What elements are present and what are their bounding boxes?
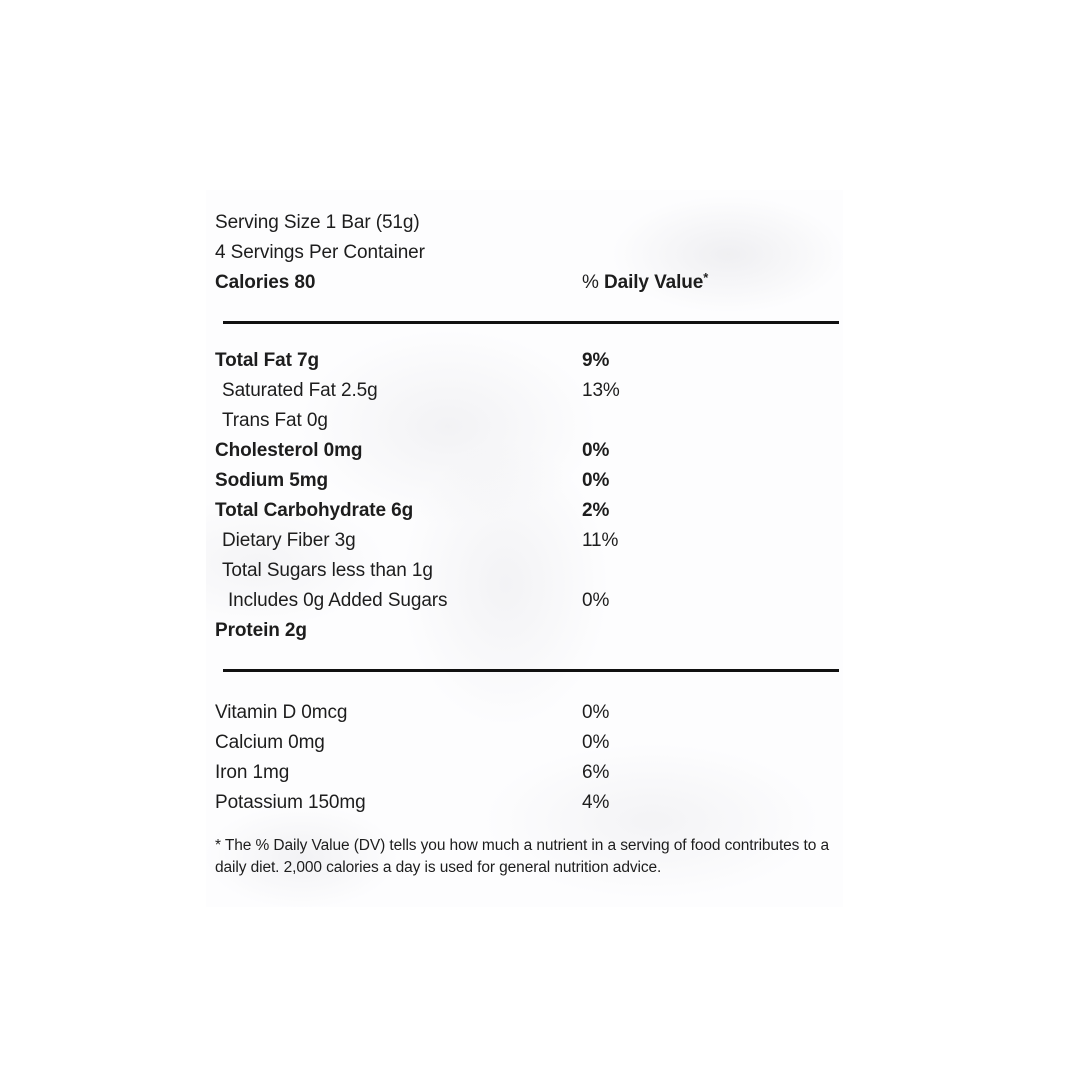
nutrient-label: Trans Fat 0g (222, 410, 328, 431)
nutrient-label: Total Carbohydrate 6g (215, 500, 414, 521)
vitamin-value: 4% (582, 792, 610, 813)
servings-per-container-row (215, 238, 843, 268)
nutrient-row-sodium (215, 466, 843, 496)
nutrient-row-added-sugars (215, 586, 843, 616)
nutrient-row-protein (215, 616, 843, 646)
vitamin-row-potassium (215, 788, 843, 818)
nutrient-value: 2% (582, 500, 610, 521)
nutrient-row-total-carbohydrate (215, 496, 843, 526)
daily-value-percent-sign: % (582, 272, 604, 293)
nutrient-label: Total Sugars less than 1g (222, 560, 433, 581)
nutrient-label: Dietary Fiber 3g (222, 530, 356, 551)
nutrient-value: 11% (582, 530, 619, 551)
vitamin-value: 0% (582, 702, 610, 723)
vitamin-row-calcium (215, 728, 843, 758)
daily-value-asterisk: * (703, 270, 709, 285)
nutrient-row-total-sugars (215, 556, 843, 586)
nutrient-label: Total Fat 7g (215, 350, 320, 371)
divider-bottom (223, 669, 839, 672)
nutrient-row-total-fat (215, 346, 843, 376)
vitamin-row-iron (215, 758, 843, 788)
daily-value-footnote: * The % Daily Value (DV) tells you how much a nutrient in a serving of food contributes to a daily diet. 2,000 calories a day is used for general nutrition advice. (215, 837, 829, 876)
nutrient-row-cholesterol (215, 436, 843, 466)
vitamin-label: Vitamin D 0mcg (215, 702, 348, 723)
vitamin-value: 0% (582, 732, 610, 753)
nutrient-value: 13% (582, 380, 620, 401)
nutrient-row-dietary-fiber (215, 526, 843, 556)
nutrient-value: 0% (582, 440, 610, 461)
nutrient-row-saturated-fat (215, 376, 843, 406)
daily-value-label: Daily Value (603, 272, 704, 293)
vitamin-rows (215, 698, 843, 818)
calories-text: Calories 80 (215, 272, 316, 293)
calories-row (215, 268, 843, 298)
vitamin-label: Potassium 150mg (215, 792, 366, 813)
vitamin-label: Calcium 0mg (215, 732, 325, 753)
nutrient-label: Cholesterol 0mg (215, 440, 363, 461)
nutrient-row-trans-fat (215, 406, 843, 436)
serving-size-text: Serving Size 1 Bar (51g) (215, 212, 420, 233)
divider-top (223, 321, 839, 324)
nutrient-label: Sodium 5mg (215, 470, 329, 491)
serving-size-row (215, 208, 843, 238)
vitamin-row-vitamin-d (215, 698, 843, 728)
nutrient-label: Includes 0g Added Sugars (228, 590, 448, 611)
nutrient-value: 0% (582, 590, 610, 611)
nutrient-label: Protein 2g (215, 620, 307, 641)
daily-value-header (582, 268, 708, 298)
nutrient-value: 0% (582, 470, 610, 491)
nutrition-facts-panel (206, 190, 843, 907)
nutrient-label: Saturated Fat 2.5g (222, 380, 378, 401)
nutrient-rows (215, 346, 843, 646)
vitamin-value: 6% (582, 762, 610, 783)
servings-per-container-text: 4 Servings Per Container (215, 242, 425, 263)
nutrient-value: 9% (582, 350, 610, 371)
vitamin-label: Iron 1mg (215, 762, 290, 783)
